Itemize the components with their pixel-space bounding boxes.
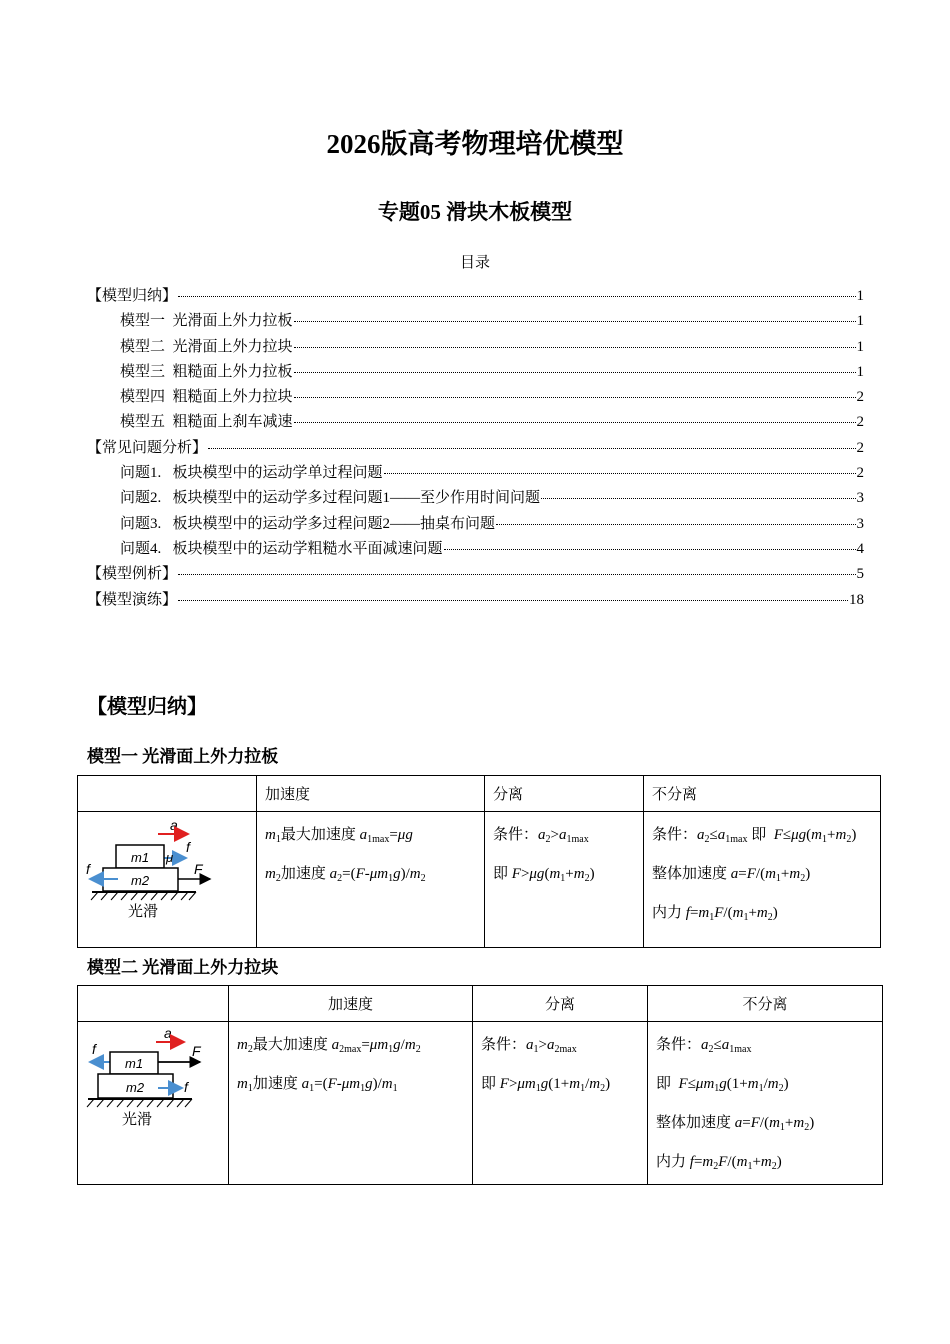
model2-header-blank	[78, 986, 229, 1022]
model2-figure-cell	[78, 1022, 229, 1185]
page-subtitle: 专题05 滑块木板模型	[377, 200, 573, 224]
ground-hatch	[91, 892, 196, 900]
model1-diagram	[78, 812, 246, 932]
model1-separation-cell	[485, 812, 644, 948]
toc-entry[interactable]: 【模型演练】 18	[87, 591, 864, 608]
model1-acceleration-cell	[257, 812, 485, 948]
accel-label: a	[164, 1025, 172, 1041]
toc-entry[interactable]: 问题4. 板块模型中的运动学粗糙水平面减速问题 4	[120, 540, 864, 557]
toc-entry[interactable]: 问题3. 板块模型中的运动学多过程问题2——抽桌布问题 3	[120, 515, 864, 532]
model2-accel-line-2: $m_1$加速度 $a_1=(F-\mu m_1g)/m_1$	[237, 1076, 398, 1094]
model2-sep-line-2: 即 $F>\mu m_1g(1+m_1/m_2)$	[481, 1076, 611, 1094]
model2-header-no-separation: 不分离	[648, 986, 883, 1022]
model1-header-acceleration: 加速度	[257, 776, 485, 812]
section-heading: 【模型归纳】	[87, 696, 207, 718]
friction-bottom-label: f	[184, 1079, 188, 1095]
mu-label: μ	[166, 850, 174, 865]
model2-nosep-line-2: 即 $F\le\mu m_1g(1+m_1/m_2)$	[656, 1076, 789, 1094]
model1-no-separation-cell	[644, 812, 881, 948]
toc-entry[interactable]: 模型五 粗糙面上刹车减速 2	[120, 414, 864, 431]
toc-entry[interactable]: 模型三 粗糙面上外力拉板 1	[120, 363, 864, 380]
friction-left-label: f	[86, 861, 90, 877]
model2-nosep-line-1: 条件：$a_2\le a_{1max}$	[656, 1037, 752, 1055]
model2-header-acceleration: 加速度	[229, 986, 473, 1022]
toc-entry[interactable]: 【模型例析】 5	[87, 566, 864, 583]
model1-sep-line-2: 即 $F>\mu g(m_1+m_2)$	[493, 866, 595, 884]
model2-nosep-line-4: 内力 $f=m_2F/(m_1+m_2)$	[656, 1154, 782, 1172]
table-of-contents	[87, 284, 864, 613]
toc-entry[interactable]: 问题2. 板块模型中的运动学多过程问题1——至少作用时间问题 3	[120, 490, 864, 507]
model1-table	[77, 775, 881, 948]
model1-header-blank	[78, 776, 257, 812]
force-label: F	[192, 1043, 201, 1059]
accel-label: a	[170, 817, 178, 833]
toc-entry[interactable]: 模型二 光滑面上外力拉块 1	[120, 338, 864, 355]
model2-no-separation-cell	[648, 1022, 883, 1185]
model2-acceleration-cell	[229, 1022, 473, 1185]
model2-heading: 模型二 光滑面上外力拉块	[87, 958, 279, 977]
model2-table	[77, 985, 883, 1185]
toc-entry[interactable]: 问题1. 板块模型中的运动学单过程问题 2	[120, 465, 864, 482]
model2-separation-cell	[473, 1022, 648, 1185]
model1-header-no-separation: 不分离	[644, 776, 881, 812]
model1-nosep-line-1: 条件：$a_2\le a_{1max}$ 即 $F\le\mu g(m_1+m_2)$	[652, 827, 857, 845]
model1-nosep-line-2: 整体加速度 $a=F/(m_1+m_2)$	[652, 866, 811, 884]
toc-entry[interactable]: 模型一 光滑面上外力拉板 1	[120, 313, 864, 330]
model2-sep-line-1: 条件：$a_1>a_{2max}$	[481, 1037, 577, 1055]
m1-label: m1	[125, 1056, 144, 1071]
m2-label: m2	[126, 1080, 145, 1095]
toc-heading: 目录	[459, 255, 490, 271]
model2-diagram	[78, 1022, 226, 1142]
m1-label: m1	[131, 850, 150, 865]
model2-nosep-line-3: 整体加速度 $a=F/(m_1+m_2)$	[656, 1115, 815, 1133]
model1-heading: 模型一 光滑面上外力拉板	[87, 747, 279, 766]
ground-hatch	[87, 1099, 192, 1107]
ground-label: 光滑	[122, 1111, 153, 1128]
ground-label: 光滑	[128, 903, 159, 920]
toc-entry[interactable]: 模型四 粗糙面上外力拉块 2	[120, 389, 864, 406]
friction-left-label: f	[92, 1041, 96, 1057]
model1-figure-cell	[78, 812, 257, 948]
model1-sep-line-1: 条件：$a_2>a_{1max}$	[493, 827, 589, 845]
model1-header-separation: 分离	[485, 776, 644, 812]
toc-entry[interactable]: 【模型归纳】 1	[87, 288, 864, 304]
model2-accel-line-1: $m_2$最大加速度 $a_{2max}=\mu m_1g/m_2$	[237, 1037, 421, 1055]
model1-accel-line-1: $m_1$最大加速度 $a_{1max}=\mu g$	[265, 827, 413, 845]
force-label: F	[194, 861, 203, 877]
friction-top-label: f	[186, 839, 190, 855]
toc-entry[interactable]: 【常见问题分析】 2	[87, 439, 864, 456]
model2-header-separation: 分离	[473, 986, 648, 1022]
page-title: 2026版高考物理培优模型	[326, 129, 624, 159]
model1-nosep-line-3: 内力 $f=m_1F/(m_1+m_2)$	[652, 905, 778, 923]
m2-label: m2	[131, 873, 150, 888]
model1-accel-line-2: $m_2$加速度 $a_2=(F-\mu m_1g)/m_2$	[265, 866, 426, 884]
